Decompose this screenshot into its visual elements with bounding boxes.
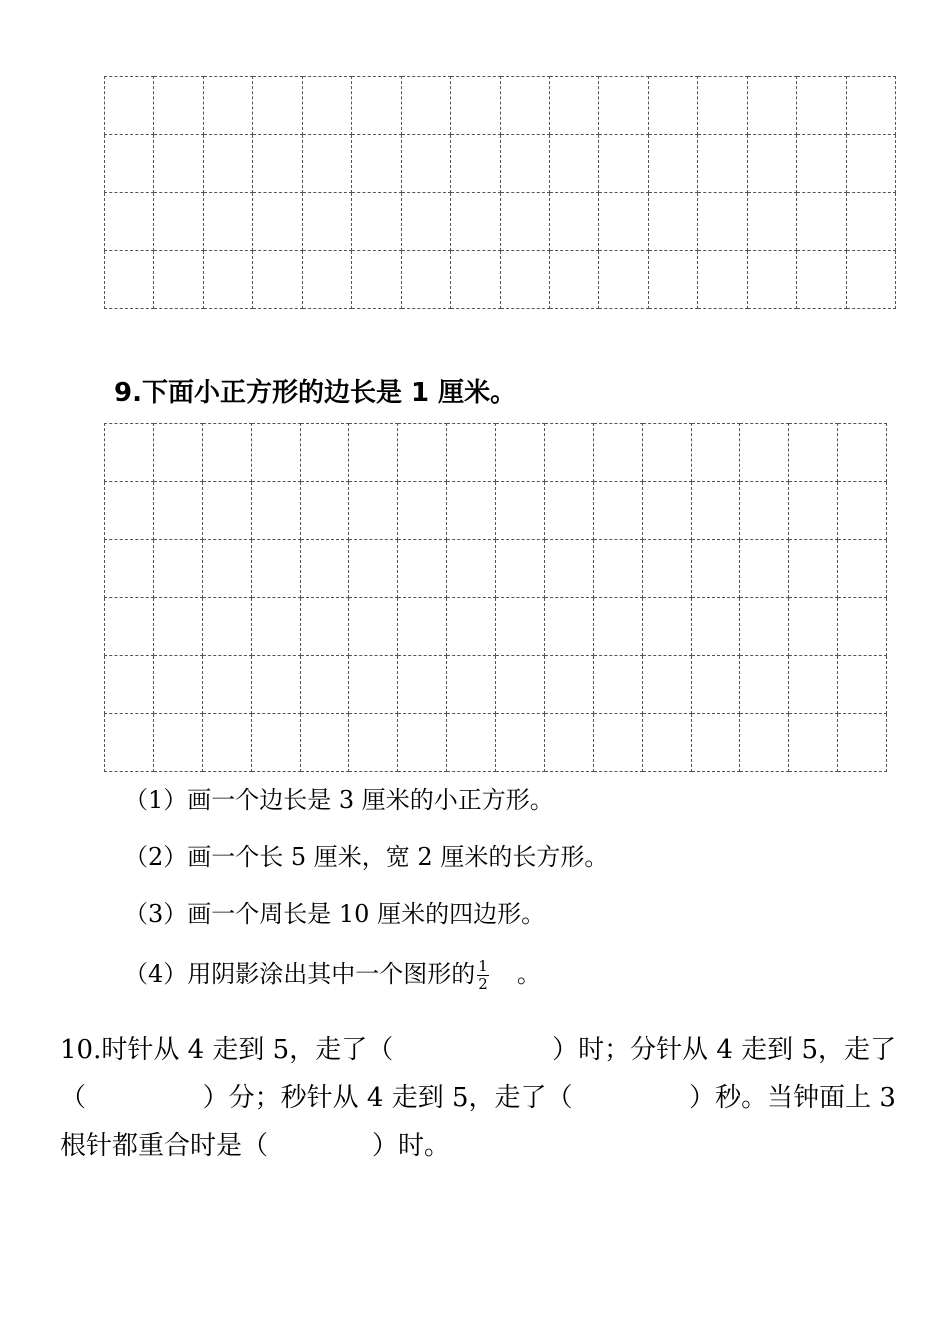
blank-overlap-time[interactable] <box>268 1122 372 1170</box>
grid-cell <box>544 714 593 772</box>
grid-cell <box>302 135 351 193</box>
question-10-line-2 <box>60 1074 896 1122</box>
grid-cell <box>544 482 593 540</box>
grid-cell <box>398 424 447 482</box>
grid-cell <box>398 482 447 540</box>
grid-row <box>105 424 887 482</box>
grid-cell <box>154 251 203 309</box>
grid-cell <box>789 424 838 482</box>
grid-cell <box>747 77 796 135</box>
grid-cell <box>599 77 648 135</box>
grid-cell <box>251 482 300 540</box>
question-9-title: 9.下面小正方形的边长是 1 厘米。 <box>114 378 517 408</box>
grid-cell <box>401 251 450 309</box>
grid-cell <box>500 135 549 193</box>
grid-cell <box>451 135 500 193</box>
grid-cell <box>496 714 545 772</box>
grid-cell <box>544 656 593 714</box>
grid-cell <box>153 656 202 714</box>
grid-cell <box>105 598 154 656</box>
grid-cell <box>496 656 545 714</box>
grid-cell <box>797 193 846 251</box>
fraction-denominator: 2 <box>478 975 488 993</box>
grid-cell <box>549 251 598 309</box>
grid-cell <box>202 714 251 772</box>
grid-cell <box>105 193 154 251</box>
grid-cell <box>642 424 691 482</box>
grid-cell <box>500 77 549 135</box>
grid-cell <box>300 656 349 714</box>
grid-cell <box>593 540 642 598</box>
grid-cell <box>300 482 349 540</box>
grid-cell <box>349 714 398 772</box>
grid-cell <box>747 193 796 251</box>
grid-cell <box>352 193 401 251</box>
grid-cell <box>698 77 747 135</box>
grid-cell <box>797 251 846 309</box>
grid-cell <box>593 598 642 656</box>
grid-cell <box>153 598 202 656</box>
grid-cell <box>648 135 697 193</box>
grid-cell <box>203 193 252 251</box>
grid-cell <box>838 598 887 656</box>
question-9-item-2: （2）画一个长 5 厘米，宽 2 厘米的长方形。 <box>124 843 609 871</box>
grid-top <box>104 76 896 309</box>
grid-cell <box>153 714 202 772</box>
q10-text-2b: ）分；秒针从 4 走到 5，走了（ <box>202 1083 573 1113</box>
grid-cell <box>105 714 154 772</box>
grid-cell <box>549 193 598 251</box>
grid-cell <box>599 193 648 251</box>
question-10 <box>60 1026 896 1170</box>
grid-cell <box>648 193 697 251</box>
grid-cell <box>154 193 203 251</box>
grid-cell <box>740 540 789 598</box>
grid-cell <box>202 656 251 714</box>
grid-cell <box>740 482 789 540</box>
grid-cell <box>451 193 500 251</box>
grid-cell <box>352 135 401 193</box>
grid-cell <box>846 77 895 135</box>
grid-cell <box>747 251 796 309</box>
grid-cell <box>698 193 747 251</box>
grid-cell <box>599 135 648 193</box>
grid-cell <box>349 540 398 598</box>
grid-cell <box>451 77 500 135</box>
grid-cell <box>300 714 349 772</box>
grid-cell <box>105 251 154 309</box>
grid-cell <box>302 193 351 251</box>
q10-text-2a: （ <box>60 1083 87 1113</box>
grid-cell <box>154 77 203 135</box>
grid-cell <box>740 598 789 656</box>
grid-cell <box>698 135 747 193</box>
grid-cell <box>740 714 789 772</box>
grid-row <box>105 77 896 135</box>
grid-cell <box>202 598 251 656</box>
grid-cell <box>648 251 697 309</box>
grid-cell <box>747 135 796 193</box>
grid-cell <box>789 598 838 656</box>
grid-cell <box>251 424 300 482</box>
grid-cell <box>544 598 593 656</box>
grid-row <box>105 598 887 656</box>
grid-row <box>105 714 887 772</box>
grid-cell <box>253 135 302 193</box>
question-10-line-3 <box>60 1122 896 1170</box>
blank-minutes[interactable] <box>102 1074 186 1122</box>
grid-cell <box>398 714 447 772</box>
grid-cell <box>789 540 838 598</box>
grid-cell <box>648 77 697 135</box>
grid-cell <box>302 77 351 135</box>
grid-cell <box>451 251 500 309</box>
grid-cell <box>544 424 593 482</box>
grid-cell <box>401 193 450 251</box>
grid-cell <box>349 482 398 540</box>
grid-cell <box>398 540 447 598</box>
grid-cell <box>797 135 846 193</box>
grid-cell <box>496 482 545 540</box>
grid-cell <box>496 540 545 598</box>
grid-cell <box>153 482 202 540</box>
blank-seconds[interactable] <box>589 1074 673 1122</box>
grid-cell <box>740 424 789 482</box>
grid-cell <box>251 540 300 598</box>
question-9-item-4 <box>124 954 541 993</box>
grid-cell <box>203 135 252 193</box>
q10-text-3b: ）时。 <box>372 1131 451 1161</box>
grid-cell <box>642 482 691 540</box>
grid-cell <box>846 193 895 251</box>
grid-cell <box>500 251 549 309</box>
grid-cell <box>202 482 251 540</box>
grid-cell <box>599 251 648 309</box>
grid-cell <box>154 135 203 193</box>
grid-row <box>105 656 887 714</box>
blank-hours[interactable] <box>431 1026 515 1074</box>
grid-cell <box>789 714 838 772</box>
grid-cell <box>496 424 545 482</box>
grid-cell <box>593 424 642 482</box>
grid-cell <box>253 77 302 135</box>
grid-cell <box>253 193 302 251</box>
grid-cell <box>349 598 398 656</box>
grid-cell <box>349 656 398 714</box>
grid-cell <box>642 598 691 656</box>
grid-cell <box>300 424 349 482</box>
grid-cell <box>691 540 740 598</box>
grid-cell <box>302 251 351 309</box>
grid-cell <box>202 540 251 598</box>
grid-row <box>105 482 887 540</box>
grid-cell <box>398 656 447 714</box>
grid-cell <box>838 482 887 540</box>
grid-cell <box>202 424 251 482</box>
grid-cell <box>500 193 549 251</box>
q10-text-3a: 根针都重合时是（ <box>60 1131 269 1161</box>
grid-cell <box>447 714 496 772</box>
question-9-item-3: （3）画一个周长是 10 厘米的四边形。 <box>124 900 546 928</box>
grid-cell <box>251 598 300 656</box>
grid-cell <box>447 598 496 656</box>
grid-cell <box>352 251 401 309</box>
grid-cell <box>691 482 740 540</box>
grid-cell <box>447 656 496 714</box>
grid-cell <box>447 424 496 482</box>
grid-cell <box>740 656 789 714</box>
grid-cell <box>838 714 887 772</box>
q10-text-2c: ）秒。当钟面上 3 <box>689 1083 896 1113</box>
grid-cell <box>105 77 154 135</box>
grid-cell <box>105 656 154 714</box>
grid-row <box>105 193 896 251</box>
grid-cell <box>593 656 642 714</box>
grid-cell <box>447 540 496 598</box>
grid-cell <box>846 135 895 193</box>
grid-cell <box>691 656 740 714</box>
grid-cell <box>300 540 349 598</box>
grid-cell <box>251 656 300 714</box>
grid-cell <box>789 482 838 540</box>
item-4-prefix: （4）用阴影涂出其中一个图形的 <box>124 960 476 988</box>
grid-cell <box>401 135 450 193</box>
grid-cell <box>593 714 642 772</box>
grid-cell <box>398 598 447 656</box>
grid-cell <box>105 135 154 193</box>
grid-cell <box>401 77 450 135</box>
grid-cell <box>105 540 154 598</box>
grid-cell <box>300 598 349 656</box>
grid-cell <box>698 251 747 309</box>
question-9-item-1: （1）画一个边长是 3 厘米的小正方形。 <box>124 786 554 814</box>
fraction-numerator: 1 <box>478 957 488 975</box>
grid-cell <box>797 77 846 135</box>
grid-cell <box>251 714 300 772</box>
grid-cell <box>691 714 740 772</box>
grid-cell <box>846 251 895 309</box>
grid-cell <box>447 482 496 540</box>
grid-cell <box>105 482 154 540</box>
grid-row <box>105 540 887 598</box>
q10-text-1a: 10.时针从 4 走到 5，走了（ <box>60 1035 394 1065</box>
grid-cell <box>642 656 691 714</box>
grid-cell <box>349 424 398 482</box>
q10-text-1b: ）时；分针从 4 走到 5，走了 <box>552 1035 896 1065</box>
grid-cell <box>549 77 598 135</box>
grid-cell <box>691 424 740 482</box>
grid-cell <box>838 540 887 598</box>
grid-cell <box>253 251 302 309</box>
grid-cell <box>642 540 691 598</box>
question-10-line-1 <box>60 1026 896 1074</box>
fraction-one-half <box>477 958 489 993</box>
grid-cell <box>105 424 154 482</box>
grid-cell <box>153 424 202 482</box>
grid-cell <box>153 540 202 598</box>
grid-cell <box>203 251 252 309</box>
item-4-suffix: 。 <box>516 960 541 988</box>
grid-question-9 <box>104 423 887 772</box>
grid-cell <box>544 540 593 598</box>
grid-cell <box>549 135 598 193</box>
grid-cell <box>789 656 838 714</box>
grid-cell <box>838 656 887 714</box>
grid-cell <box>838 424 887 482</box>
grid-cell <box>352 77 401 135</box>
grid-row <box>105 251 896 309</box>
grid-cell <box>496 598 545 656</box>
grid-cell <box>593 482 642 540</box>
grid-cell <box>691 598 740 656</box>
grid-cell <box>203 77 252 135</box>
grid-row <box>105 135 896 193</box>
grid-cell <box>642 714 691 772</box>
